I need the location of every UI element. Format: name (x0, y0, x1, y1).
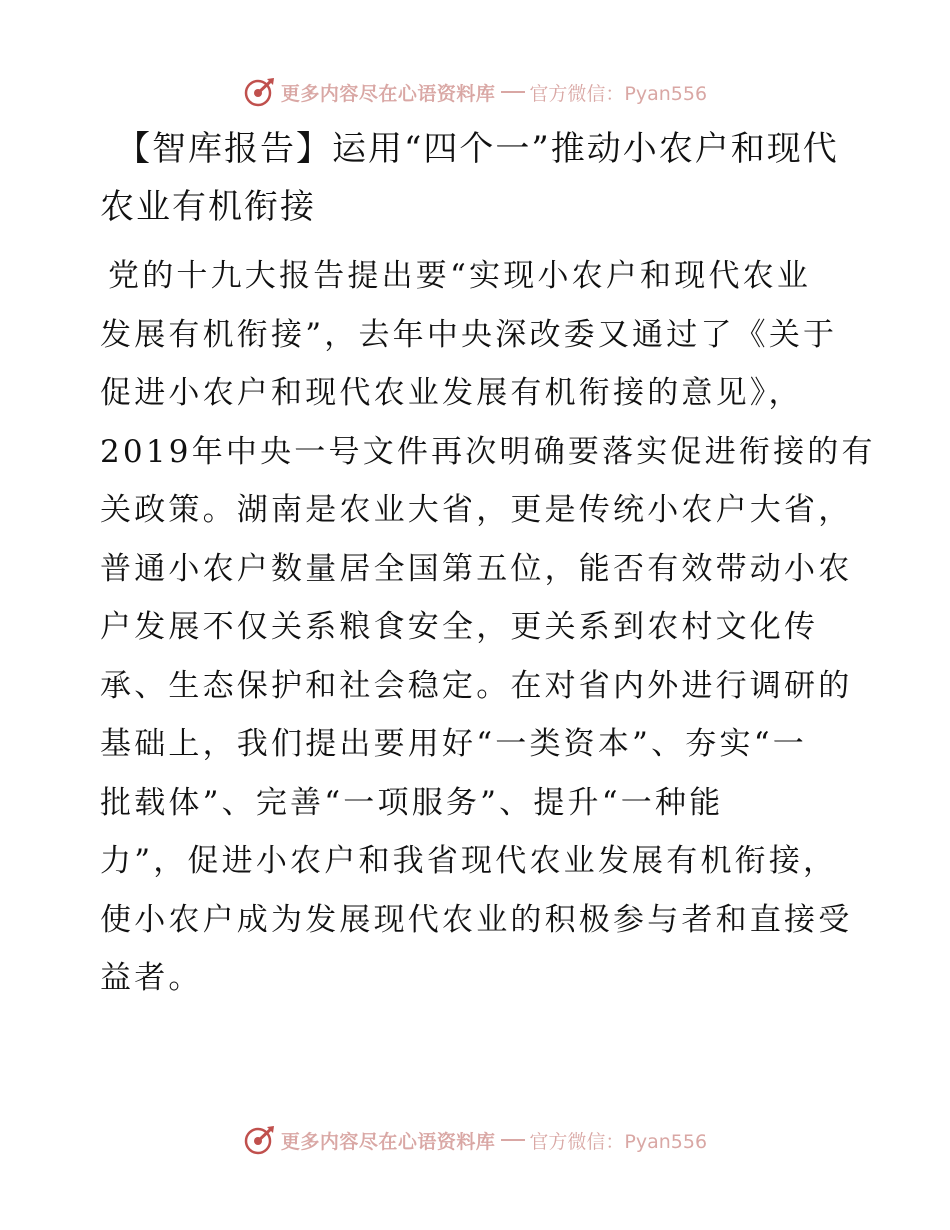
library-logo-icon (243, 75, 277, 109)
body-line: 普通小农户数量居全国第五位，能否有效带动小农 (100, 550, 853, 587)
banner-promo-text: 更多内容尽在心语资料库 (280, 82, 496, 105)
body-line: 发展有机衔接”，去年中央深改委又通过了《关于 (100, 316, 838, 353)
body-line: 2019年中央一号文件再次明确要落实促进衔接的有 (100, 433, 876, 470)
body-line: 益者。 (100, 960, 203, 996)
body-line: 承、生态保护和社会稳定。在对省内外进行调研的 (100, 667, 853, 704)
title-line-1: 【智库报告】运用“四个一”推动小农户和现代 (116, 129, 839, 169)
body-line: 基础上，我们提出要用好“一类资本”、夯实“一 (100, 726, 807, 762)
banner-wechat-text: 官方微信：Pyan556 (529, 82, 708, 105)
library-logo-icon (243, 1123, 277, 1157)
banner-promo-text: 更多内容尽在心语资料库 (280, 1130, 496, 1153)
body-line: 户发展不仅关系粮食安全，更关系到农村文化传 (100, 609, 819, 645)
top-banner (0, 72, 950, 112)
title-line-2: 农业有机衔接 (100, 187, 316, 227)
banner-dash (501, 1139, 525, 1141)
body-line: 批载体”、完善“一项服务”、提升“一种能 (100, 784, 724, 821)
bottom-banner (0, 1120, 950, 1160)
body-line: 关政策。湖南是农业大省，更是传统小农户大省， (100, 492, 853, 528)
banner-wechat-text: 官方微信：Pyan556 (529, 1130, 708, 1153)
body-line: 使小农户成为发展现代农业的积极参与者和直接受 (100, 901, 853, 938)
body-line: 力”，促进小农户和我省现代农业发展有机衔接， (100, 843, 838, 879)
banner-dash (501, 91, 525, 93)
body-line: 党的十九大报告提出要“实现小农户和现代农业 (108, 258, 812, 294)
body-line: 促进小农户和现代农业发展有机衔接的意见》， (100, 375, 803, 411)
article-body (100, 247, 876, 1008)
article-title (100, 120, 860, 236)
